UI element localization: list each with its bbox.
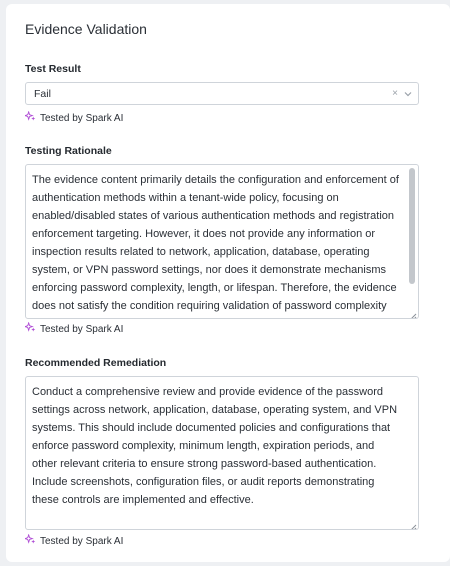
scrollbar-thumb[interactable] (409, 168, 415, 284)
testing-rationale-label: Testing Rationale (25, 145, 112, 157)
close-icon[interactable]: × (392, 88, 398, 99)
test-result-label: Test Result (25, 63, 81, 75)
test-result-select[interactable] (25, 82, 419, 105)
chevron-down-icon[interactable] (404, 89, 412, 99)
resize-handle-icon[interactable] (409, 309, 417, 317)
sparkle-icon (25, 111, 40, 125)
test-result-value: Fail (34, 87, 51, 100)
recommended-remediation-text: Conduct a comprehensive review and provide evidence of the password settings across network, application, database, operating system, and VPN systems. This should include documented policies and configurations that enforce password complexity, minimum length, expiration periods, and other relevant criteria to ensure strong password-based authentication. Include screenshots, configuration files, or audit reports demonstrating these controls are implemented and effective. (32, 386, 398, 506)
recommended-remediation-label: Recommended Remediation (25, 357, 167, 369)
sparkle-icon (25, 534, 40, 548)
recommended-remediation-ai-note (25, 534, 123, 548)
test-result-ai-note (25, 111, 123, 125)
resize-handle-icon[interactable] (409, 520, 417, 528)
ai-note-text: Tested by Spark AI (40, 112, 124, 124)
evidence-validation-panel (6, 4, 450, 562)
ai-note-text: Tested by Spark AI (40, 535, 124, 547)
sparkle-icon (25, 322, 40, 336)
ai-note-text: Tested by Spark AI (40, 323, 124, 335)
testing-rationale-text: The evidence content primarily details the configuration and enforcement of authentication methods within a tenant-wide policy, focusing on enabled/disabled states of various authentication methods and registration enforcement targeting. However, it does not provide any information or inspection results related to network, application, database, operating system, or VPN password settings, nor does it demonstrate mechanisms enforcing password complexity, length, or lifespan. Therefore, the evidence does not satisfy the condition requiring validation of password complexity (32, 174, 399, 312)
testing-rationale-ai-note (25, 322, 123, 336)
recommended-remediation-textarea[interactable] (25, 376, 419, 530)
testing-rationale-textarea[interactable] (25, 164, 419, 319)
panel-title: Evidence Validation (25, 21, 147, 37)
